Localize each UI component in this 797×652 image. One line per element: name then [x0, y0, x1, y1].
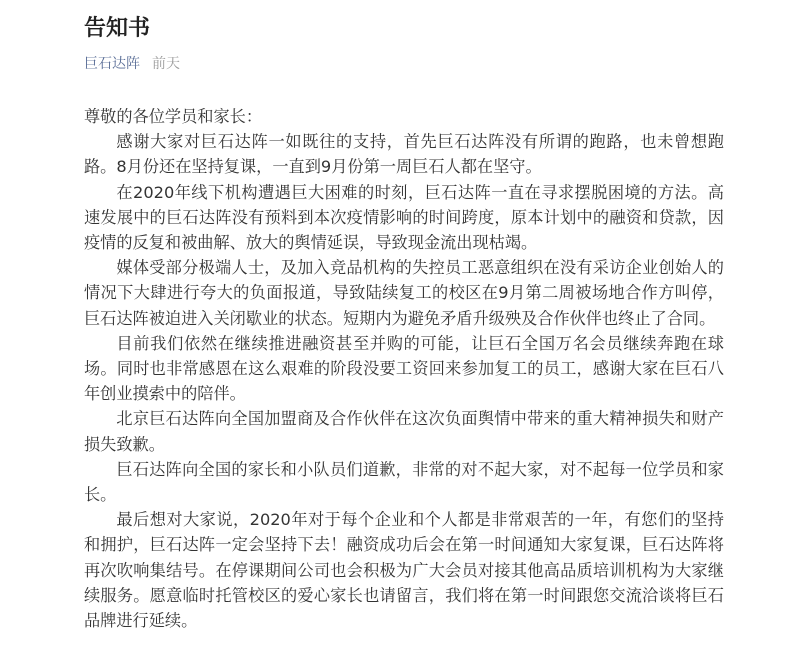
paragraph: 巨石达阵向全国的家长和小队员们道歉，非常的对不起大家，对不起每一位学员和家长。 [84, 459, 724, 505]
paragraph: 北京巨石达阵向全国加盟商及合作伙伴在这次负面舆情中带来的重大精神损失和财产损失致歉。 [84, 409, 724, 454]
paragraph: 在2020年线下机构遭遇巨大困难的时刻，巨石达阵一直在寻求摆脱困境的方法。高速发展中的巨石达阵没有预料到本次疫情影响的时间跨度，原本计划中的融资和贷款，因疫情的反复和被曲解、放大的舆情延误，导致现金流出现枯竭。 [84, 182, 724, 253]
author-link[interactable]: 巨石达阵 [84, 56, 140, 72]
paragraph: 感谢大家对巨石达阵一如既往的支持，首先巨石达阵没有所谓的跑路，也未曾想跑路。8月份还在坚持复课，一直到9月份第一周巨石人都在坚守。 [84, 132, 724, 177]
publish-date: 前天 [152, 56, 180, 72]
article-title: 告知书 [84, 16, 151, 41]
article-meta [84, 54, 180, 74]
paragraph: 最后想对大家说，2020年对于每个企业和个人都是非常艰苦的一年，有您们的坚持和拥护，巨石达阵一定会坚持下去！融资成功后会在第一时间通知大家复课，巨石达阵将再次吹响集结号。在停课期间公司也会积极为广大会员对接其他高品质培训机构为大家继续服务。愿意临时托管校区的爱心家长也请留言，我们将在第一时间跟您交流洽谈将巨石品牌进行延续。 [84, 510, 724, 631]
greeting: 尊敬的各位学员和家长： [84, 107, 263, 126]
paragraph: 媒体受部分极端人士，及加入竞品机构的失控员工恶意组织在没有采访企业创始人的情况下大肆进行夸大的负面报道，导致陆续复工的校区在9月第二周被场地合作方叫停，巨石达阵被迫进入关闭歇业的状态。短期内为避免矛盾升级殃及合作伙伴也终止了合同。 [84, 258, 724, 328]
article-body [84, 104, 724, 633]
paragraph: 目前我们依然在继续推进融资甚至并购的可能，让巨石全国万名会员继续奔跑在球场。同时也非常感恩在这么艰难的阶段没要工资回来参加复工的员工，感谢大家在巨石八年创业摸索中的陪伴。 [84, 333, 724, 404]
